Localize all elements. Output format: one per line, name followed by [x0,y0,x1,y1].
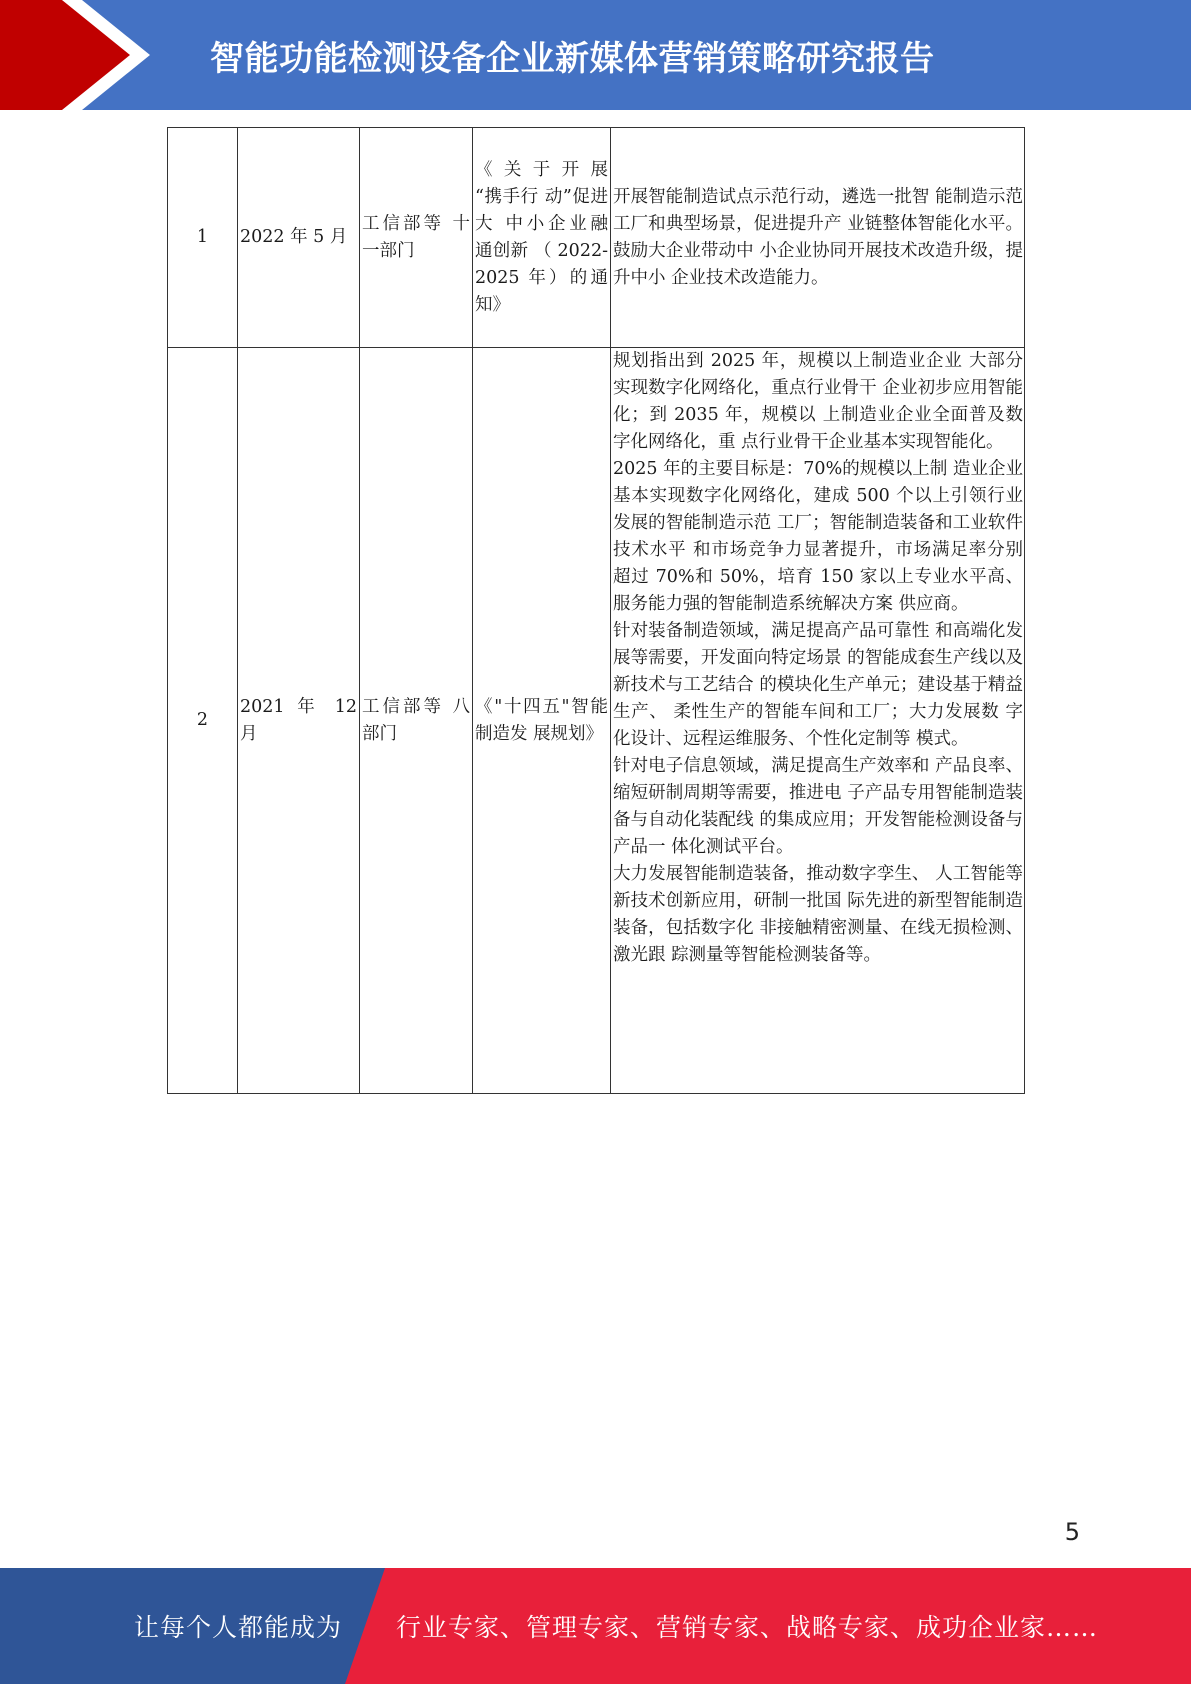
cell-department: 工信部等 十一部门 [360,128,473,348]
cell-department: 工信部等 八部门 [360,348,473,1094]
content-paragraph: 针对电子信息领域，满足提高生产效率和 产品良率、缩短研制周期等需要，推进电 子产品专用智能制造装备与自动化装配线 的集成应用；开发智能检测设备与产品一 体化测试平台。 [613,756,1023,857]
content-paragraph: 2025 年的主要目标是：70%的规模以上制 造业企业基本实现数字化网络化，建成 500 个以上引领行业发展的智能制造示范 工厂；智能制造装备和工业软件技术水平 和市场竞争力显著提升，市场满足率分别 超过 70%和 50%，培育 150 家以上专业水平高、服务能力强的智能制造系统解决方案 供应商。 [613,459,1023,614]
cell-date: 2022 年 5 月 [238,128,360,348]
footer-slogan-left: 让每个人都能成为 [133,1613,342,1642]
content-paragraph: 规划指出到 2025 年，规模以上制造业企业 大部分实现数字化网络化，重点行业骨干 企业初步应用智能化；到 2035 年，规模以 上制造业企业全面普及数字化网络化，重 点行业骨干企业基本实现智能化。 [613,351,1023,452]
content-paragraph: 开展智能制造试点示范行动，遴选一批智 能制造示范工厂和典型场景，促进提升产 业链整体智能化水平。鼓励大企业带动中 小企业协同开展技术改造升级，提升中小 企业技术改造能力。 [613,186,1023,288]
content-paragraph: 大力发展智能制造装备，推动数字孪生、 人工智能等新技术创新应用，研制一批国 际先进的新型智能制造装备，包括数字化 非接触精密测量、在线无损检测、激光跟 踪测量等智能检测装备等。 [613,864,1023,965]
cell-policy-content [611,128,1025,348]
table-row [168,348,1025,1094]
cell-policy-content [611,348,1025,1094]
footer-slogan-right: 行业专家、管理专家、营销专家、战略专家、成功企业家…… [396,1613,1099,1642]
cell-date: 2021 年 12 月 [238,348,360,1094]
cell-number: 1 [168,128,238,348]
content-paragraph: 针对装备制造领域，满足提高产品可靠性 和高端化发展等需要，开发面向特定场景 的智能成套生产线以及新技术与工艺结合 的模块化生产单元；建设基于精益生产、 柔性生产的智能车间和工厂；大力发展数 字化设计、远程运维服务、个性化定制等 模式。 [613,621,1023,749]
page-header [0,0,1191,110]
policy-table [167,127,1025,1094]
page-number: 5 [1064,1518,1080,1546]
page-footer [0,1568,1191,1684]
cell-number: 2 [168,348,238,1094]
cell-policy-title: 《"十四五"智能制造发 展规划》 [473,348,611,1094]
table-row [168,128,1025,348]
report-title: 智能功能检测设备企业新媒体营销策略研究报告 [210,38,935,79]
cell-policy-title: 《 关 于 开 展 “携手行 动”促进大 中小企业融 通创新 （ 2022-2025 年）的通 知》 [473,128,611,348]
